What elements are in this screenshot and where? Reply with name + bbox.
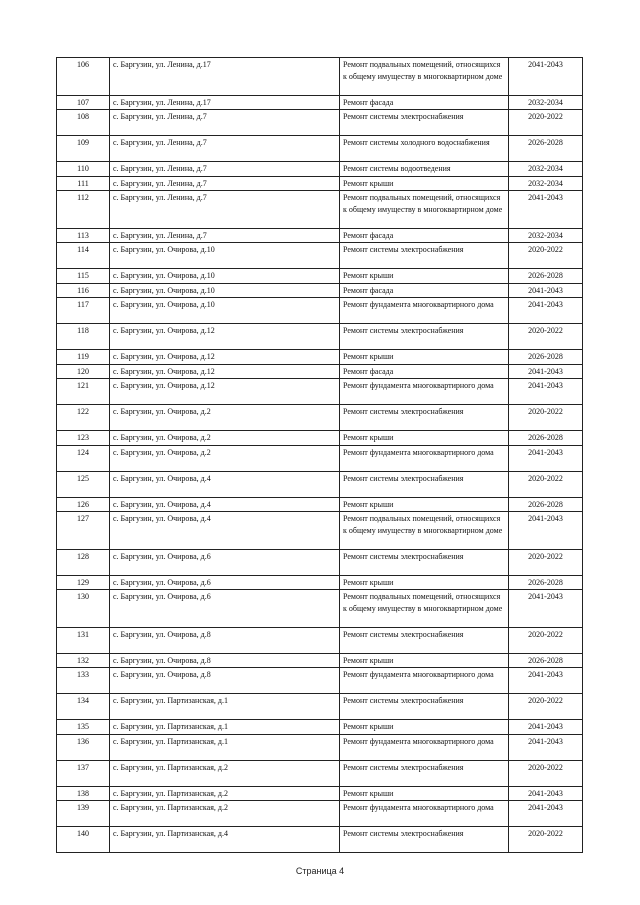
work-type-cell: Ремонт фундамента многоквартирного дома: [340, 801, 509, 827]
years-cell: 2041-2043: [509, 668, 583, 694]
table-row: [57, 364, 583, 379]
table-row: [57, 228, 583, 243]
years-cell: 2020-2022: [509, 471, 583, 497]
address-cell: с. Баргузин, ул. Ленина, д.7: [110, 110, 340, 136]
years-cell: 2020-2022: [509, 405, 583, 431]
work-type-cell: Ремонт фасада: [340, 364, 509, 379]
row-number-cell: 112: [57, 191, 110, 229]
work-type-cell: Ремонт системы электроснабжения: [340, 405, 509, 431]
row-number-cell: 129: [57, 575, 110, 590]
address-cell: с. Баргузин, ул. Партизанская, д.2: [110, 801, 340, 827]
work-type-cell: Ремонт фундамента многоквартирного дома: [340, 379, 509, 405]
address-cell: с. Баргузин, ул. Ленина, д.17: [110, 95, 340, 110]
row-number-cell: 136: [57, 734, 110, 760]
years-cell: 2041-2043: [509, 801, 583, 827]
years-cell: 2041-2043: [509, 445, 583, 471]
table-row: [57, 324, 583, 350]
table-row: [57, 471, 583, 497]
row-number-cell: 124: [57, 445, 110, 471]
row-number-cell: 114: [57, 243, 110, 269]
address-cell: с. Баргузин, ул. Очирова, д.4: [110, 497, 340, 512]
work-type-cell: Ремонт фундамента многоквартирного дома: [340, 668, 509, 694]
row-number-cell: 109: [57, 136, 110, 162]
row-number-cell: 140: [57, 827, 110, 853]
years-cell: 2020-2022: [509, 760, 583, 786]
row-number-cell: 135: [57, 720, 110, 735]
address-cell: с. Баргузин, ул. Очирова, д.6: [110, 549, 340, 575]
years-cell: 2020-2022: [509, 827, 583, 853]
work-type-cell: Ремонт крыши: [340, 575, 509, 590]
table-row: [57, 445, 583, 471]
row-number-cell: 130: [57, 590, 110, 628]
table-row: [57, 350, 583, 365]
work-type-cell: Ремонт системы водоотведения: [340, 162, 509, 177]
address-cell: с. Баргузин, ул. Партизанская, д.1: [110, 720, 340, 735]
years-cell: 2026-2028: [509, 575, 583, 590]
address-cell: с. Баргузин, ул. Очирова, д.10: [110, 298, 340, 324]
row-number-cell: 117: [57, 298, 110, 324]
years-cell: 2032-2034: [509, 162, 583, 177]
address-cell: с. Баргузин, ул. Партизанская, д.2: [110, 760, 340, 786]
work-type-cell: Ремонт крыши: [340, 497, 509, 512]
work-type-cell: Ремонт подвальных помещений, относящихся к общему имуществу в многоквартирном доме: [340, 58, 509, 96]
work-type-cell: Ремонт крыши: [340, 350, 509, 365]
table-row: [57, 734, 583, 760]
table-row: [57, 176, 583, 191]
page-number: Страница 4: [295, 866, 345, 876]
years-cell: 2032-2034: [509, 95, 583, 110]
work-type-cell: Ремонт фундамента многоквартирного дома: [340, 734, 509, 760]
row-number-cell: 134: [57, 694, 110, 720]
address-cell: с. Баргузин, ул. Ленина, д.7: [110, 176, 340, 191]
row-number-cell: 131: [57, 627, 110, 653]
row-number-cell: 121: [57, 379, 110, 405]
work-type-cell: Ремонт системы электроснабжения: [340, 110, 509, 136]
row-number-cell: 107: [57, 95, 110, 110]
row-number-cell: 123: [57, 431, 110, 446]
work-type-cell: Ремонт системы электроснабжения: [340, 243, 509, 269]
address-cell: с. Баргузин, ул. Ленина, д.7: [110, 162, 340, 177]
table-row: [57, 283, 583, 298]
row-number-cell: 133: [57, 668, 110, 694]
work-type-cell: Ремонт крыши: [340, 720, 509, 735]
years-cell: 2041-2043: [509, 191, 583, 229]
table-row: [57, 269, 583, 284]
years-cell: 2020-2022: [509, 324, 583, 350]
years-cell: 2041-2043: [509, 58, 583, 96]
table-row: [57, 379, 583, 405]
years-cell: 2032-2034: [509, 176, 583, 191]
row-number-cell: 137: [57, 760, 110, 786]
work-type-cell: Ремонт фасада: [340, 95, 509, 110]
row-number-cell: 128: [57, 549, 110, 575]
years-cell: 2032-2034: [509, 228, 583, 243]
table-row: [57, 95, 583, 110]
work-type-cell: Ремонт системы электроснабжения: [340, 549, 509, 575]
address-cell: с. Баргузин, ул. Очирова, д.10: [110, 243, 340, 269]
table-row: [57, 786, 583, 801]
years-cell: 2020-2022: [509, 627, 583, 653]
row-number-cell: 125: [57, 471, 110, 497]
years-cell: 2026-2028: [509, 136, 583, 162]
table-body: [57, 58, 583, 853]
address-cell: с. Баргузин, ул. Очирова, д.4: [110, 512, 340, 550]
address-cell: с. Баргузин, ул. Очирова, д.2: [110, 405, 340, 431]
work-type-cell: Ремонт системы электроснабжения: [340, 471, 509, 497]
address-cell: с. Баргузин, ул. Партизанская, д.1: [110, 694, 340, 720]
work-type-cell: Ремонт крыши: [340, 431, 509, 446]
address-cell: с. Баргузин, ул. Очирова, д.8: [110, 668, 340, 694]
work-type-cell: Ремонт системы электроснабжения: [340, 827, 509, 853]
address-cell: с. Баргузин, ул. Партизанская, д.4: [110, 827, 340, 853]
table-row: [57, 298, 583, 324]
years-cell: 2020-2022: [509, 694, 583, 720]
row-number-cell: 138: [57, 786, 110, 801]
address-cell: с. Баргузин, ул. Очирова, д.6: [110, 575, 340, 590]
table-row: [57, 668, 583, 694]
address-cell: с. Баргузин, ул. Ленина, д.17: [110, 58, 340, 96]
table-row: [57, 653, 583, 668]
work-type-cell: Ремонт крыши: [340, 176, 509, 191]
years-cell: 2041-2043: [509, 283, 583, 298]
address-cell: с. Баргузин, ул. Очирова, д.2: [110, 445, 340, 471]
address-cell: с. Баргузин, ул. Ленина, д.7: [110, 136, 340, 162]
address-cell: с. Баргузин, ул. Очирова, д.10: [110, 283, 340, 298]
years-cell: 2026-2028: [509, 431, 583, 446]
address-cell: с. Баргузин, ул. Очирова, д.4: [110, 471, 340, 497]
address-cell: с. Баргузин, ул. Очирова, д.8: [110, 627, 340, 653]
address-cell: с. Баргузин, ул. Ленина, д.7: [110, 191, 340, 229]
table-row: [57, 431, 583, 446]
years-cell: 2020-2022: [509, 243, 583, 269]
table-row: [57, 720, 583, 735]
years-cell: 2041-2043: [509, 590, 583, 628]
row-number-cell: 106: [57, 58, 110, 96]
row-number-cell: 122: [57, 405, 110, 431]
address-cell: с. Баргузин, ул. Партизанская, д.2: [110, 786, 340, 801]
row-number-cell: 111: [57, 176, 110, 191]
row-number-cell: 116: [57, 283, 110, 298]
table-row: [57, 136, 583, 162]
address-cell: с. Баргузин, ул. Партизанская, д.1: [110, 734, 340, 760]
work-type-cell: Ремонт крыши: [340, 269, 509, 284]
row-number-cell: 126: [57, 497, 110, 512]
row-number-cell: 115: [57, 269, 110, 284]
years-cell: 2026-2028: [509, 350, 583, 365]
table-row: [57, 58, 583, 96]
table-row: [57, 243, 583, 269]
years-cell: 2041-2043: [509, 734, 583, 760]
row-number-cell: 118: [57, 324, 110, 350]
years-cell: 2041-2043: [509, 720, 583, 735]
row-number-cell: 132: [57, 653, 110, 668]
work-type-cell: Ремонт подвальных помещений, относящихся к общему имуществу в многоквартирном доме: [340, 512, 509, 550]
table-row: [57, 627, 583, 653]
repair-schedule-table: [56, 57, 583, 853]
years-cell: 2026-2028: [509, 269, 583, 284]
table-row: [57, 512, 583, 550]
address-cell: с. Баргузин, ул. Очирова, д.8: [110, 653, 340, 668]
years-cell: 2041-2043: [509, 786, 583, 801]
address-cell: с. Баргузин, ул. Очирова, д.12: [110, 324, 340, 350]
work-type-cell: Ремонт фасада: [340, 283, 509, 298]
years-cell: 2041-2043: [509, 364, 583, 379]
years-cell: 2026-2028: [509, 497, 583, 512]
work-type-cell: Ремонт фундамента многоквартирного дома: [340, 445, 509, 471]
row-number-cell: 127: [57, 512, 110, 550]
work-type-cell: Ремонт системы электроснабжения: [340, 694, 509, 720]
table-row: [57, 827, 583, 853]
work-type-cell: Ремонт системы электроснабжения: [340, 324, 509, 350]
table-row: [57, 694, 583, 720]
table-row: [57, 110, 583, 136]
address-cell: с. Баргузин, ул. Очирова, д.12: [110, 364, 340, 379]
years-cell: 2020-2022: [509, 549, 583, 575]
years-cell: 2041-2043: [509, 512, 583, 550]
address-cell: с. Баргузин, ул. Очирова, д.12: [110, 350, 340, 365]
work-type-cell: Ремонт фундамента многоквартирного дома: [340, 298, 509, 324]
address-cell: с. Баргузин, ул. Очирова, д.6: [110, 590, 340, 628]
address-cell: с. Баргузин, ул. Очирова, д.2: [110, 431, 340, 446]
row-number-cell: 119: [57, 350, 110, 365]
table-row: [57, 497, 583, 512]
years-cell: 2020-2022: [509, 110, 583, 136]
table-row: [57, 162, 583, 177]
address-cell: с. Баргузин, ул. Ленина, д.7: [110, 228, 340, 243]
years-cell: 2041-2043: [509, 379, 583, 405]
table-row: [57, 575, 583, 590]
address-cell: с. Баргузин, ул. Очирова, д.12: [110, 379, 340, 405]
work-type-cell: Ремонт крыши: [340, 653, 509, 668]
row-number-cell: 108: [57, 110, 110, 136]
table-row: [57, 590, 583, 628]
address-cell: с. Баргузин, ул. Очирова, д.10: [110, 269, 340, 284]
work-type-cell: Ремонт системы электроснабжения: [340, 627, 509, 653]
years-cell: 2041-2043: [509, 298, 583, 324]
years-cell: 2026-2028: [509, 653, 583, 668]
table-row: [57, 191, 583, 229]
work-type-cell: Ремонт фасада: [340, 228, 509, 243]
work-type-cell: Ремонт системы электроснабжения: [340, 760, 509, 786]
table-row: [57, 801, 583, 827]
row-number-cell: 120: [57, 364, 110, 379]
table-row: [57, 760, 583, 786]
row-number-cell: 139: [57, 801, 110, 827]
work-type-cell: Ремонт подвальных помещений, относящихся к общему имуществу в многоквартирном доме: [340, 590, 509, 628]
work-type-cell: Ремонт подвальных помещений, относящихся к общему имуществу в многоквартирном доме: [340, 191, 509, 229]
table-row: [57, 405, 583, 431]
table-row: [57, 549, 583, 575]
row-number-cell: 110: [57, 162, 110, 177]
work-type-cell: Ремонт системы холодного водоснабжения: [340, 136, 509, 162]
row-number-cell: 113: [57, 228, 110, 243]
work-type-cell: Ремонт крыши: [340, 786, 509, 801]
